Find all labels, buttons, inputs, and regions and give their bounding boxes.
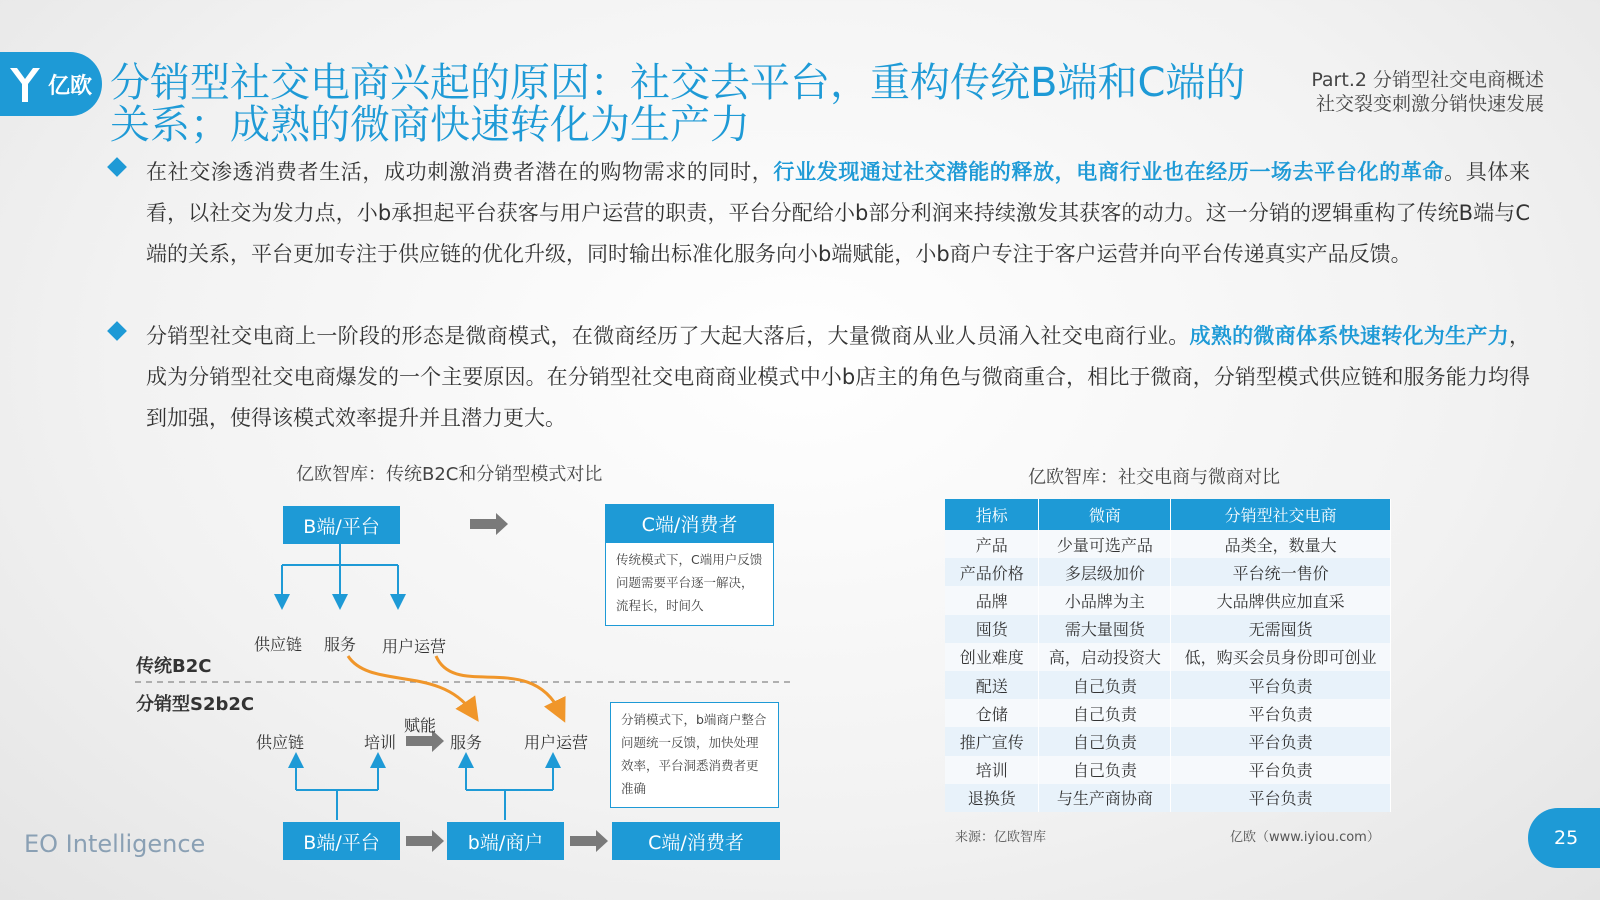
table-cell: 少量可选产品 — [1039, 530, 1171, 558]
table-row — [945, 756, 1391, 784]
para2-highlight: 成熟的微商体系快速转化为生产力 — [1189, 324, 1509, 348]
footer-brand: EO Intelligence — [24, 830, 206, 858]
table-cell: 多层级加价 — [1039, 558, 1171, 586]
table-cell: 需大量囤货 — [1039, 615, 1171, 643]
label-s2b2c: 分销型S2b2C — [136, 694, 255, 715]
table-cell: 培训 — [945, 756, 1039, 784]
table-cell: 自己负责 — [1039, 756, 1171, 784]
table-header: 指标 — [945, 499, 1039, 530]
para2-text-b: ，成为分销型社交电商爆发的一个主要原因。在分销型社交电商商业模式中小b店主的角色与微商重合，相比于微商，分销型模式供应链和服务能力均得到加强，使得该模式效率提升并且潜力更大。 — [146, 324, 1530, 430]
table-cell: 品类全，数量大 — [1171, 530, 1391, 558]
label-empower: 赋能 — [404, 716, 437, 735]
b-platform-box-top: B端/平台 — [283, 506, 400, 544]
page-title: 分销型社交电商兴起的原因：社交去平台，重构传统B端和C端的关系；成熟的微商快速转化为生产力 — [110, 60, 1246, 148]
table-cell: 自己负责 — [1039, 699, 1171, 727]
para1-text-a: 在社交渗透消费者生活，成功刺激消费者潜在的购物需求的同时， — [146, 160, 774, 184]
table-row — [945, 530, 1391, 558]
label-user-ops-top: 用户运营 — [382, 637, 447, 656]
comparison-table — [945, 499, 1391, 812]
table-row — [945, 727, 1391, 755]
table-row — [945, 784, 1391, 812]
table-cell: 平台统一售价 — [1171, 558, 1391, 586]
label-training: 培训 — [364, 733, 397, 752]
table-cell: 产品 — [945, 530, 1039, 558]
label-service-bottom: 服务 — [450, 733, 483, 752]
note-traditional: 传统模式下，C端用户反馈问题需要平台逐一解决，流程长，时间久 — [605, 542, 774, 626]
table-row — [945, 671, 1391, 699]
diagram-caption: 亿欧智库：传统B2C和分销型模式对比 — [296, 464, 603, 485]
table-cell: 退换货 — [945, 784, 1039, 812]
section-part: Part.2 分销型社交电商概述 — [1311, 69, 1544, 91]
table-cell: 平台负责 — [1171, 784, 1391, 812]
table-header: 分销型社交电商 — [1171, 499, 1391, 530]
b-merchant-box: b端/商户 — [447, 822, 564, 860]
table-cell: 囤货 — [945, 615, 1039, 643]
table-cell: 小品牌为主 — [1039, 586, 1171, 614]
c-consumer-box-bottom: C端/消费者 — [612, 822, 780, 860]
table-cell: 推广宣传 — [945, 727, 1039, 755]
table-caption: 亿欧智库：社交电商与微商对比 — [1028, 467, 1280, 488]
table-row — [945, 643, 1391, 671]
table-cell: 仓储 — [945, 699, 1039, 727]
table-cell: 配送 — [945, 671, 1039, 699]
table-cell: 平台负责 — [1171, 727, 1391, 755]
page-number: 25 — [1528, 808, 1600, 868]
note-distribution: 分销模式下，b端商户整合问题统一反馈，加快处理效率，平台洞悉消费者更准确 — [610, 702, 779, 808]
label-supply-chain-top: 供应链 — [254, 635, 303, 654]
table-header: 微商 — [1039, 499, 1171, 530]
label-user-ops-bottom: 用户运营 — [524, 733, 589, 752]
table-row — [945, 615, 1391, 643]
table-cell: 高，启动投资大 — [1039, 643, 1171, 671]
table-cell: 品牌 — [945, 586, 1039, 614]
source-note: 来源：亿欧智库 — [955, 830, 1047, 845]
para2-text-a: 分销型社交电商上一阶段的形态是微商模式，在微商经历了大起大落后，大量微商从业人员涌入社交电商行业。 — [146, 324, 1190, 348]
para1-highlight: 行业发现通过社交潜能的释放，电商行业也在经历一场去平台化的革命 — [773, 160, 1445, 184]
table-cell: 创业难度 — [945, 643, 1039, 671]
table-cell: 平台负责 — [1171, 756, 1391, 784]
table-row — [945, 699, 1391, 727]
section-subtitle: 社交裂变刺激分销快速发展 — [1315, 93, 1544, 115]
source-website: 亿欧（www.iyiou.com） — [1230, 830, 1380, 845]
logo-text: 亿欧 — [48, 73, 93, 99]
table-cell: 无需囤货 — [1171, 615, 1391, 643]
c-consumer-box-top: C端/消费者 — [605, 504, 774, 542]
b-platform-box-bottom: B端/平台 — [283, 822, 400, 860]
label-supply-chain-bottom: 供应链 — [256, 733, 305, 752]
table-cell: 平台负责 — [1171, 671, 1391, 699]
label-service-top: 服务 — [324, 635, 357, 654]
table-row — [945, 586, 1391, 614]
table-cell: 自己负责 — [1039, 671, 1171, 699]
label-traditional-b2c: 传统B2C — [136, 656, 212, 677]
table-cell: 自己负责 — [1039, 727, 1171, 755]
table-cell: 与生产商协商 — [1039, 784, 1171, 812]
table-cell: 大品牌供应加直采 — [1171, 586, 1391, 614]
table-cell: 平台负责 — [1171, 699, 1391, 727]
table-header-row — [945, 499, 1391, 530]
table-cell: 低，购买会员身份即可创业 — [1171, 643, 1391, 671]
table-cell: 产品价格 — [945, 558, 1039, 586]
para1-text-b: 。具体来看，以社交为发力点，小b承担起平台获客与用户运营的职责，平台分配给小b部分利润来持续激发其获客的动力。这一分销的逻辑重构了传统B端与C端的关系，平台更加专注于供应链的优化升级，同时输出标准化服务向小b端赋能，小b商户专注于客户运营并向平台传递真实产品反馈。 — [146, 160, 1531, 266]
table-row — [945, 558, 1391, 586]
